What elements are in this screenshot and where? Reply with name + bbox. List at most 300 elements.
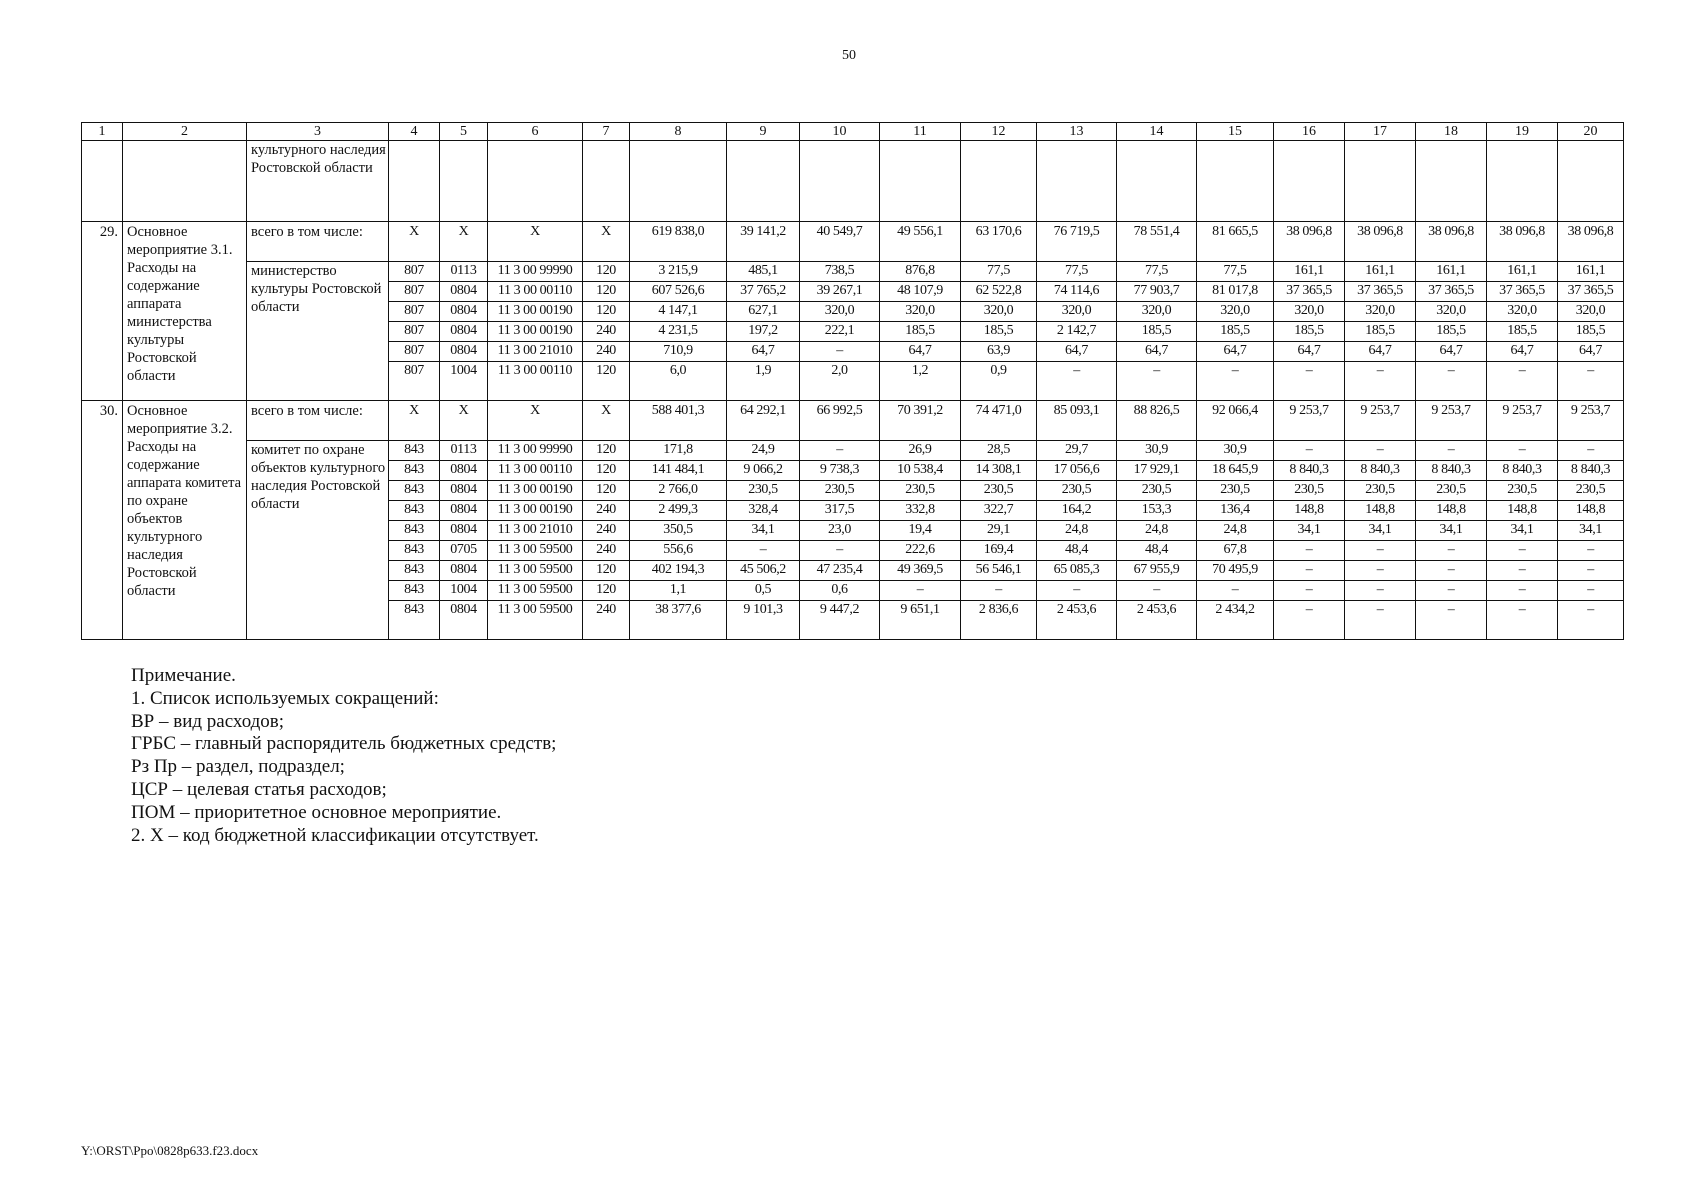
value-cell: 2,0 (800, 362, 880, 401)
activity-name: Основное мероприятие 3.2. Расходы на содержание аппарата комитета по охране объектов культурного наследия Ростовской области (123, 401, 247, 640)
value-cell: 8 840,3 (1487, 461, 1558, 481)
value-cell: 38 096,8 (1345, 222, 1416, 262)
value-cell: – (800, 441, 880, 461)
empty-cell (800, 141, 880, 222)
value-cell: 0113 (440, 441, 488, 461)
value-cell: 34,1 (727, 521, 800, 541)
value-cell: 222,1 (800, 322, 880, 342)
value-cell: 332,8 (880, 501, 961, 521)
value-cell: – (1416, 441, 1487, 461)
value-cell: 24,8 (1037, 521, 1117, 541)
value-cell: 588 401,3 (630, 401, 727, 441)
value-cell: 38 096,8 (1416, 222, 1487, 262)
value-cell: 1004 (440, 362, 488, 401)
value-cell: 81 665,5 (1197, 222, 1274, 262)
column-number-header: 15 (1197, 123, 1274, 141)
value-cell: 9 101,3 (727, 601, 800, 640)
value-cell: 37 365,5 (1274, 282, 1345, 302)
value-cell: 230,5 (1345, 481, 1416, 501)
value-cell: – (1274, 561, 1345, 581)
value-cell: 2 453,6 (1037, 601, 1117, 640)
value-cell: 148,8 (1416, 501, 1487, 521)
value-cell: – (1487, 541, 1558, 561)
value-cell: 48,4 (1037, 541, 1117, 561)
value-cell: 322,7 (961, 501, 1037, 521)
value-cell: 485,1 (727, 262, 800, 282)
value-cell: – (727, 541, 800, 561)
empty-cell (82, 141, 123, 222)
value-cell: 64,7 (727, 342, 800, 362)
value-cell: 0804 (440, 302, 488, 322)
value-cell: 34,1 (1487, 521, 1558, 541)
executor-cell: культурного наследия Ростовской области (247, 141, 389, 222)
value-cell: 185,5 (1487, 322, 1558, 342)
value-cell: 230,5 (1416, 481, 1487, 501)
value-cell: 843 (389, 461, 440, 481)
value-cell: 49 369,5 (880, 561, 961, 581)
value-cell: 320,0 (1037, 302, 1117, 322)
value-cell: 230,5 (1274, 481, 1345, 501)
column-number-header: 12 (961, 123, 1037, 141)
value-cell: – (1487, 362, 1558, 401)
value-cell: 161,1 (1345, 262, 1416, 282)
value-cell: 11 3 00 59500 (488, 541, 583, 561)
value-cell: 320,0 (800, 302, 880, 322)
value-cell: 197,2 (727, 322, 800, 342)
value-cell: 88 826,5 (1117, 401, 1197, 441)
value-cell: 34,1 (1345, 521, 1416, 541)
value-cell: 9 651,1 (880, 601, 961, 640)
value-cell: 64,7 (880, 342, 961, 362)
value-cell: 85 093,1 (1037, 401, 1117, 441)
value-cell: 153,3 (1117, 501, 1197, 521)
table-row (82, 262, 1624, 282)
value-cell: 76 719,5 (1037, 222, 1117, 262)
value-cell: 64,7 (1345, 342, 1416, 362)
value-cell: 0113 (440, 262, 488, 282)
value-cell: 317,5 (800, 501, 880, 521)
value-cell: 120 (583, 461, 630, 481)
value-cell: 2 766,0 (630, 481, 727, 501)
value-cell: 11 3 00 99990 (488, 262, 583, 282)
value-cell: 627,1 (727, 302, 800, 322)
value-cell: 230,5 (1558, 481, 1624, 501)
value-cell: 1,9 (727, 362, 800, 401)
value-cell: – (1345, 441, 1416, 461)
value-cell: 185,5 (880, 322, 961, 342)
value-cell: 37 365,5 (1345, 282, 1416, 302)
value-cell: 11 3 00 21010 (488, 521, 583, 541)
value-cell: – (1416, 362, 1487, 401)
value-cell: 64,7 (1487, 342, 1558, 362)
value-cell: 161,1 (1487, 262, 1558, 282)
value-cell: – (1487, 601, 1558, 640)
value-cell: 807 (389, 302, 440, 322)
empty-cell (583, 141, 630, 222)
empty-cell (1487, 141, 1558, 222)
value-cell: 9 253,7 (1274, 401, 1345, 441)
value-cell: 240 (583, 601, 630, 640)
value-cell: 0705 (440, 541, 488, 561)
value-cell: X (583, 401, 630, 441)
value-cell: 11 3 00 00110 (488, 362, 583, 401)
value-cell: 2 836,6 (961, 601, 1037, 640)
value-cell: 34,1 (1274, 521, 1345, 541)
total-label: всего в том числе: (247, 401, 389, 441)
value-cell: 38 096,8 (1274, 222, 1345, 262)
value-cell: 92 066,4 (1197, 401, 1274, 441)
value-cell: 77 903,7 (1117, 282, 1197, 302)
value-cell: 77,5 (1037, 262, 1117, 282)
value-cell: 0,6 (800, 581, 880, 601)
value-cell: – (1558, 362, 1624, 401)
value-cell: 843 (389, 601, 440, 640)
empty-cell (630, 141, 727, 222)
value-cell: 70 391,2 (880, 401, 961, 441)
value-cell: 807 (389, 322, 440, 342)
value-cell: – (1487, 581, 1558, 601)
value-cell: 8 840,3 (1274, 461, 1345, 481)
value-cell: 320,0 (1197, 302, 1274, 322)
value-cell: 67,8 (1197, 541, 1274, 561)
value-cell: 34,1 (1558, 521, 1624, 541)
value-cell: 64,7 (1197, 342, 1274, 362)
empty-cell (1345, 141, 1416, 222)
note-line: ЦСР – целевая статья расходов; (131, 778, 387, 800)
column-number-header: 6 (488, 123, 583, 141)
empty-cell (123, 141, 247, 222)
value-cell: 9 447,2 (800, 601, 880, 640)
table-row (82, 401, 1624, 441)
value-cell: – (1558, 601, 1624, 640)
value-cell: X (488, 401, 583, 441)
value-cell: 843 (389, 481, 440, 501)
value-cell: 66 992,5 (800, 401, 880, 441)
value-cell: 64,7 (1117, 342, 1197, 362)
value-cell: 2 434,2 (1197, 601, 1274, 640)
value-cell: 11 3 00 00190 (488, 302, 583, 322)
value-cell: 120 (583, 481, 630, 501)
value-cell: 37 365,5 (1487, 282, 1558, 302)
value-cell: 11 3 00 59500 (488, 581, 583, 601)
value-cell: – (1345, 541, 1416, 561)
value-cell: 402 194,3 (630, 561, 727, 581)
value-cell: 320,0 (1487, 302, 1558, 322)
value-cell: 230,5 (727, 481, 800, 501)
value-cell: 148,8 (1558, 501, 1624, 521)
note-line: 2. Х – код бюджетной классификации отсутствует. (131, 824, 539, 846)
value-cell: 38 096,8 (1487, 222, 1558, 262)
value-cell: 230,5 (1487, 481, 1558, 501)
value-cell: 64,7 (1558, 342, 1624, 362)
value-cell: 19,4 (880, 521, 961, 541)
value-cell: 6,0 (630, 362, 727, 401)
value-cell: 0804 (440, 461, 488, 481)
value-cell: 120 (583, 581, 630, 601)
value-cell: 1,2 (880, 362, 961, 401)
value-cell: 320,0 (1117, 302, 1197, 322)
column-number-header: 4 (389, 123, 440, 141)
value-cell: 48 107,9 (880, 282, 961, 302)
total-label: всего в том числе: (247, 222, 389, 262)
value-cell: 45 506,2 (727, 561, 800, 581)
value-cell: X (488, 222, 583, 262)
value-cell: 37 365,5 (1558, 282, 1624, 302)
value-cell: – (1274, 581, 1345, 601)
value-cell: 148,8 (1345, 501, 1416, 521)
value-cell: 77,5 (1117, 262, 1197, 282)
value-cell: 11 3 00 00190 (488, 481, 583, 501)
empty-cell (961, 141, 1037, 222)
column-number-header: 20 (1558, 123, 1624, 141)
value-cell: – (880, 581, 961, 601)
value-cell: 78 551,4 (1117, 222, 1197, 262)
empty-cell (1197, 141, 1274, 222)
value-cell: 161,1 (1558, 262, 1624, 282)
value-cell: 70 495,9 (1197, 561, 1274, 581)
value-cell: 240 (583, 342, 630, 362)
value-cell: 30,9 (1117, 441, 1197, 461)
value-cell: – (1487, 561, 1558, 581)
value-cell: 0804 (440, 601, 488, 640)
value-cell: 807 (389, 362, 440, 401)
value-cell: – (1558, 541, 1624, 561)
value-cell: 320,0 (880, 302, 961, 322)
value-cell: 8 840,3 (1416, 461, 1487, 481)
value-cell: 26,9 (880, 441, 961, 461)
value-cell: 230,5 (961, 481, 1037, 501)
value-cell: 0,9 (961, 362, 1037, 401)
value-cell: 320,0 (1558, 302, 1624, 322)
value-cell: 120 (583, 561, 630, 581)
value-cell: 62 522,8 (961, 282, 1037, 302)
value-cell: 876,8 (880, 262, 961, 282)
value-cell: – (1416, 561, 1487, 581)
value-cell: 843 (389, 441, 440, 461)
value-cell: 222,6 (880, 541, 961, 561)
value-cell: 11 3 00 00110 (488, 461, 583, 481)
row-index: 30. (82, 401, 123, 640)
value-cell: 164,2 (1037, 501, 1117, 521)
value-cell: X (440, 401, 488, 441)
value-cell: 328,4 (727, 501, 800, 521)
notes-section (131, 665, 556, 847)
column-number-header: 8 (630, 123, 727, 141)
value-cell: 0,5 (727, 581, 800, 601)
table-row (82, 441, 1624, 461)
value-cell: 0804 (440, 342, 488, 362)
value-cell: 169,4 (961, 541, 1037, 561)
empty-cell (880, 141, 961, 222)
empty-cell (1558, 141, 1624, 222)
value-cell: 29,7 (1037, 441, 1117, 461)
value-cell: 67 955,9 (1117, 561, 1197, 581)
value-cell: 240 (583, 541, 630, 561)
value-cell: 40 549,7 (800, 222, 880, 262)
value-cell: – (1037, 362, 1117, 401)
value-cell: 11 3 00 00190 (488, 501, 583, 521)
value-cell: 11 3 00 99990 (488, 441, 583, 461)
empty-cell (488, 141, 583, 222)
value-cell: – (1558, 581, 1624, 601)
value-cell: – (1274, 541, 1345, 561)
value-cell: – (800, 541, 880, 561)
value-cell: 64,7 (1274, 342, 1345, 362)
value-cell: 710,9 (630, 342, 727, 362)
value-cell: 37 765,2 (727, 282, 800, 302)
column-number-header: 1 (82, 123, 123, 141)
value-cell: 4 231,5 (630, 322, 727, 342)
note-line: ГРБС – главный распорядитель бюджетных средств; (131, 733, 557, 755)
value-cell: 9 738,3 (800, 461, 880, 481)
note-line: 1. Список используемых сокращений: (131, 687, 439, 709)
value-cell: – (1345, 561, 1416, 581)
value-cell: 171,8 (630, 441, 727, 461)
value-cell: 17 929,1 (1117, 461, 1197, 481)
value-cell: 230,5 (1117, 481, 1197, 501)
value-cell: 843 (389, 521, 440, 541)
value-cell: 120 (583, 262, 630, 282)
page-number: 50 (842, 48, 856, 63)
value-cell: 74 114,6 (1037, 282, 1117, 302)
value-cell: 843 (389, 541, 440, 561)
empty-cell (1416, 141, 1487, 222)
value-cell: 350,5 (630, 521, 727, 541)
column-number-header: 17 (1345, 123, 1416, 141)
value-cell: – (1345, 362, 1416, 401)
value-cell: 49 556,1 (880, 222, 961, 262)
value-cell: 64,7 (1416, 342, 1487, 362)
executor-cell: министерство культуры Ростовской области (247, 262, 389, 401)
value-cell: 24,8 (1117, 521, 1197, 541)
value-cell: 240 (583, 322, 630, 342)
value-cell: 807 (389, 282, 440, 302)
value-cell: 23,0 (800, 521, 880, 541)
value-cell: 141 484,1 (630, 461, 727, 481)
value-cell: 230,5 (1037, 481, 1117, 501)
value-cell: 2 142,7 (1037, 322, 1117, 342)
value-cell: 240 (583, 521, 630, 541)
value-cell: 807 (389, 262, 440, 282)
value-cell: 185,5 (1117, 322, 1197, 342)
note-line: Рз Пр – раздел, подраздел; (131, 756, 345, 778)
continued-row (82, 141, 1624, 222)
value-cell: 185,5 (961, 322, 1037, 342)
value-cell: 9 253,7 (1487, 401, 1558, 441)
value-cell: – (1274, 362, 1345, 401)
value-cell: 34,1 (1416, 521, 1487, 541)
table-row (82, 222, 1624, 262)
empty-cell (1117, 141, 1197, 222)
value-cell: 38 377,6 (630, 601, 727, 640)
column-number-header: 9 (727, 123, 800, 141)
value-cell: 320,0 (1416, 302, 1487, 322)
value-cell: 11 3 00 21010 (488, 342, 583, 362)
value-cell: 9 253,7 (1558, 401, 1624, 441)
value-cell: 843 (389, 501, 440, 521)
value-cell: – (1487, 441, 1558, 461)
value-cell: – (1345, 601, 1416, 640)
value-cell: 9 066,2 (727, 461, 800, 481)
value-cell: 63 170,6 (961, 222, 1037, 262)
value-cell: 4 147,1 (630, 302, 727, 322)
value-cell: 3 215,9 (630, 262, 727, 282)
value-cell: 120 (583, 441, 630, 461)
value-cell: 161,1 (1274, 262, 1345, 282)
value-cell: 47 235,4 (800, 561, 880, 581)
value-cell: 2 453,6 (1117, 601, 1197, 640)
value-cell: 39 267,1 (800, 282, 880, 302)
value-cell: 120 (583, 362, 630, 401)
value-cell: 807 (389, 342, 440, 362)
value-cell: 1,1 (630, 581, 727, 601)
column-number-header: 7 (583, 123, 630, 141)
value-cell: 185,5 (1274, 322, 1345, 342)
value-cell: 56 546,1 (961, 561, 1037, 581)
value-cell: 120 (583, 302, 630, 322)
footer-file-path: Y:\ORST\Ppo\0828p633.f23.docx (81, 1143, 259, 1158)
value-cell: 843 (389, 561, 440, 581)
empty-cell (389, 141, 440, 222)
value-cell: 11 3 00 59500 (488, 601, 583, 640)
value-cell: 17 056,6 (1037, 461, 1117, 481)
note-line: Примечание. (131, 665, 236, 686)
value-cell: 0804 (440, 561, 488, 581)
column-number-header: 10 (800, 123, 880, 141)
value-cell: 38 096,8 (1558, 222, 1624, 262)
value-cell: 1004 (440, 581, 488, 601)
value-cell: X (389, 222, 440, 262)
value-cell: – (1197, 362, 1274, 401)
column-number-header: 11 (880, 123, 961, 141)
column-number-header: 18 (1416, 123, 1487, 141)
value-cell: 148,8 (1274, 501, 1345, 521)
empty-cell (1037, 141, 1117, 222)
value-cell: 11 3 00 00110 (488, 282, 583, 302)
column-number-header: 19 (1487, 123, 1558, 141)
value-cell: 320,0 (1274, 302, 1345, 322)
value-cell: 230,5 (880, 481, 961, 501)
column-number-header: 3 (247, 123, 389, 141)
activity-name: Основное мероприятие 3.1. Расходы на содержание аппарата министерства культуры Ростовской области (123, 222, 247, 401)
value-cell: 320,0 (1345, 302, 1416, 322)
value-cell: 0804 (440, 501, 488, 521)
value-cell: 230,5 (1197, 481, 1274, 501)
value-cell: 8 840,3 (1345, 461, 1416, 481)
value-cell: 74 471,0 (961, 401, 1037, 441)
value-cell: 185,5 (1416, 322, 1487, 342)
value-cell: – (1117, 362, 1197, 401)
column-number-header: 5 (440, 123, 488, 141)
value-cell: – (1416, 601, 1487, 640)
value-cell: 240 (583, 501, 630, 521)
value-cell: 39 141,2 (727, 222, 800, 262)
value-cell: 11 3 00 59500 (488, 561, 583, 581)
value-cell: 8 840,3 (1558, 461, 1624, 481)
value-cell: 63,9 (961, 342, 1037, 362)
value-cell: – (1197, 581, 1274, 601)
value-cell: 9 253,7 (1416, 401, 1487, 441)
value-cell: 230,5 (800, 481, 880, 501)
value-cell: – (1345, 581, 1416, 601)
value-cell: 148,8 (1487, 501, 1558, 521)
value-cell: 0804 (440, 481, 488, 501)
value-cell: 185,5 (1345, 322, 1416, 342)
value-cell: X (440, 222, 488, 262)
value-cell: 64 292,1 (727, 401, 800, 441)
value-cell: 161,1 (1416, 262, 1487, 282)
value-cell: 9 253,7 (1345, 401, 1416, 441)
